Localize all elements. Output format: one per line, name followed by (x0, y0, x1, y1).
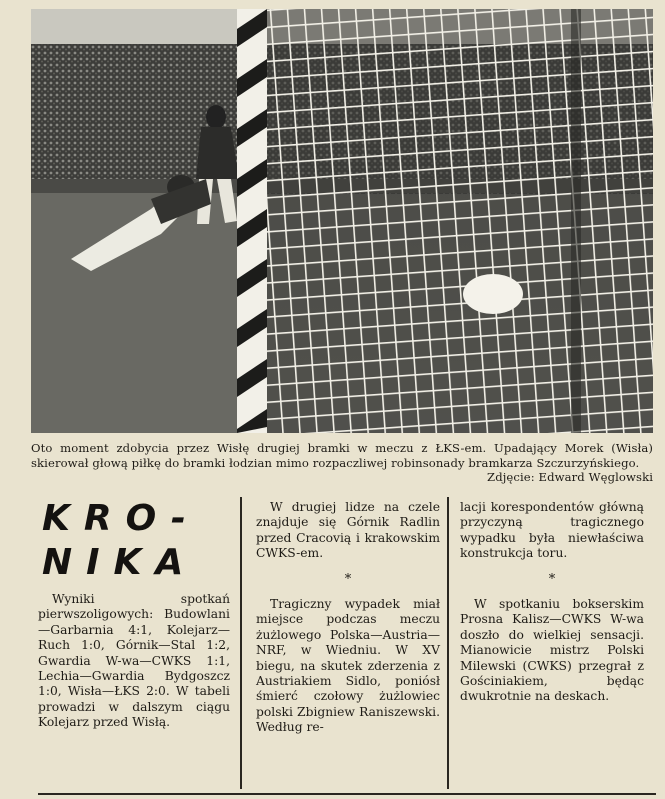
caption-text: Oto moment zdobycia przez Wisłę drugiej bramki w meczu z ŁKS-em. Upadający Morek (Wisła) skierował głową piłkę do bramki łodzian mimo rozpaczliwej robinsonady bramkarza Szczurzyńskiego. (31, 441, 653, 470)
speedway-paragraph: Tragiczny wypadek miał miejsce podczas meczu żużlowego Polska—Austria—NRF, w Wiedniu. W XV biegu, na skutek zderzenia z Austriakiem Sidlo, poniósł śmierć czołowy żużlowiec polski Zbigniew Raniszewski. Według re- (256, 597, 440, 735)
section-heading (42, 497, 232, 585)
column-2 (256, 500, 440, 736)
results-paragraph: Wyniki spotkań pierwszoligowych: Budowlani—Garbarnia 4:1, Kolejarz—Ruch 1:0, Górnik—Stal 1:2, Gwardia W-wa—CWKS 1:1, Lechia—Gwardia Bydgoszcz 1:0, Wisła—ŁKS 2:0. W tabeli prowadzi w dalszym ciągu Kolejarz przed Wisłą. (38, 592, 230, 730)
heading-line-2: NIKA (42, 542, 198, 583)
column-1 (38, 592, 230, 731)
column-3 (460, 500, 644, 705)
boxing-paragraph: W spotkaniu bokserskim Prosna Kalisz—CWKS W-wa doszło do wielkiej sensacji. Mianowicie mistrz Polski Milewski (CWKS) przegrał z Gościniakiem, będąc dwukrotnie na deskach. (460, 597, 644, 704)
heading-line-1: KRO- (42, 498, 200, 539)
column-divider (240, 497, 242, 789)
second-league-paragraph: W drugiej lidze na czele znajduje się Górnik Radlin przed Cracovią i krakowskim CWKS-em. (256, 500, 440, 561)
match-photo (31, 9, 653, 433)
separator-star-icon: * (548, 571, 556, 587)
column-divider (447, 497, 449, 789)
bottom-divider (38, 793, 656, 795)
football-goal-photo-icon (31, 9, 653, 433)
photo-caption (31, 441, 653, 485)
speedway-continued-paragraph: lacji korespondentów główną przyczyną tragicznego wypadku była niewłaściwa konstrukcja toru. (460, 500, 644, 561)
photo-credit: Zdjęcie: Edward Węglowski (487, 470, 653, 484)
separator-star-icon: * (344, 571, 352, 587)
